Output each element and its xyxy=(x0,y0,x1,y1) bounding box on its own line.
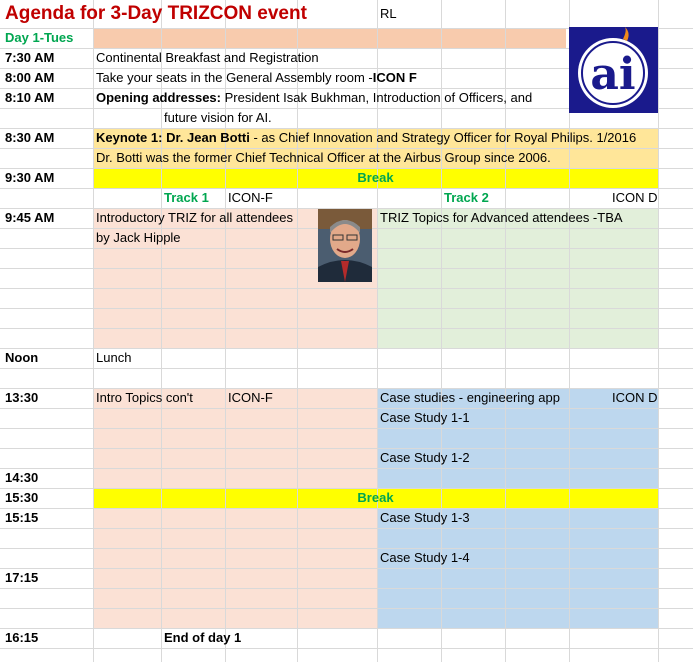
page-title: Agenda for 3-Day TRIZCON event xyxy=(5,3,307,24)
time-1330: 13:30 xyxy=(5,390,39,405)
grid-row-line xyxy=(0,548,693,549)
track1-afternoon-room: ICON-F xyxy=(228,390,273,405)
track2-block-morning xyxy=(377,208,658,348)
grid-row-line xyxy=(0,588,693,589)
grid-row-line xyxy=(0,368,693,369)
time-830: 8:30 AM xyxy=(5,130,55,145)
track2-afternoon-room: ICON D xyxy=(612,390,658,405)
day-label: Day 1-Tues xyxy=(5,30,74,45)
time-730: 7:30 AM xyxy=(5,50,55,65)
speaker-photo xyxy=(318,209,372,282)
seats-text xyxy=(93,68,417,88)
grid-row-line xyxy=(0,648,693,649)
case-study-1-1: Case Study 1-1 xyxy=(380,410,470,425)
lunch-text: Lunch xyxy=(96,350,132,365)
seats-room: ICON F xyxy=(372,70,417,85)
grid-row-line xyxy=(0,448,693,449)
track2-afternoon-session: Case studies - engineering app xyxy=(380,390,560,405)
end-of-day-text: End of day 1 xyxy=(164,630,242,645)
grid-row-line xyxy=(0,308,693,309)
track1-room: ICON-F xyxy=(228,190,273,205)
grid-row-line xyxy=(0,568,693,569)
track2-session-line1: TRIZ Topics for Advanced attendees -TBA xyxy=(380,210,623,225)
track1-label: Track 1 xyxy=(164,190,209,205)
grid-row-line xyxy=(0,508,693,509)
ai-logo xyxy=(569,27,658,113)
case-study-1-4: Case Study 1-4 xyxy=(380,550,470,565)
time-1715: 17:15 xyxy=(5,570,39,585)
break-label-2: Break xyxy=(357,490,394,505)
grid-row-line xyxy=(0,288,693,289)
keynote-label: Keynote 1: Dr. Jean Botti xyxy=(96,130,250,145)
grid-row-line xyxy=(0,628,693,629)
grid-row-line xyxy=(0,528,693,529)
logo-letters: ai xyxy=(590,49,636,100)
time-810: 8:10 AM xyxy=(5,90,55,105)
grid-row-line xyxy=(0,408,693,409)
opening-text xyxy=(93,88,532,108)
track1-afternoon-session: Intro Topics con't xyxy=(96,390,193,405)
grid-row-line xyxy=(0,328,693,329)
track1-session-line2: by Jack Hipple xyxy=(96,230,181,245)
grid-row-line xyxy=(0,188,693,189)
seats-text-plain: Take your seats in the General Assembly room - xyxy=(96,70,373,85)
track2-label: Track 2 xyxy=(444,190,489,205)
keynote-desc: - as Chief Innovation and Strategy Officer for Royal Philips. 1/2016 xyxy=(249,130,637,145)
day-header-band xyxy=(93,28,566,48)
time-800: 8:00 AM xyxy=(5,70,55,85)
opening-desc: President Isak Bukhman, Introduction of Officers, and xyxy=(220,90,533,105)
opening-desc-line2: future vision for AI. xyxy=(164,110,272,125)
grid-row-line xyxy=(0,608,693,609)
time-1430: 14:30 xyxy=(5,470,39,485)
time-930: 9:30 AM xyxy=(5,170,55,185)
case-study-1-3: Case Study 1-3 xyxy=(380,510,470,525)
time-noon: Noon xyxy=(5,350,39,365)
grid-column-line xyxy=(658,0,659,662)
time-1615: 16:15 xyxy=(5,630,39,645)
grid-row-line xyxy=(0,428,693,429)
initials: RL xyxy=(380,6,397,21)
break-label-1: Break xyxy=(357,170,394,185)
case-study-1-2: Case Study 1-2 xyxy=(380,450,470,465)
time-945: 9:45 AM xyxy=(5,210,55,225)
time-1530: 15:30 xyxy=(5,490,39,505)
track2-room: ICON D xyxy=(612,190,658,205)
track1-session-line1: Introductory TRIZ for all attendees xyxy=(96,210,294,225)
keynote-text xyxy=(93,128,636,148)
keynote-desc-line2: Dr. Botti was the former Chief Technical Officer at the Airbus Group since 2006. xyxy=(96,150,551,165)
breakfast-text: Continental Breakfast and Registration xyxy=(96,50,319,65)
grid-row-line xyxy=(0,468,693,469)
opening-label: Opening addresses: xyxy=(96,90,221,105)
time-1515: 15:15 xyxy=(5,510,39,525)
